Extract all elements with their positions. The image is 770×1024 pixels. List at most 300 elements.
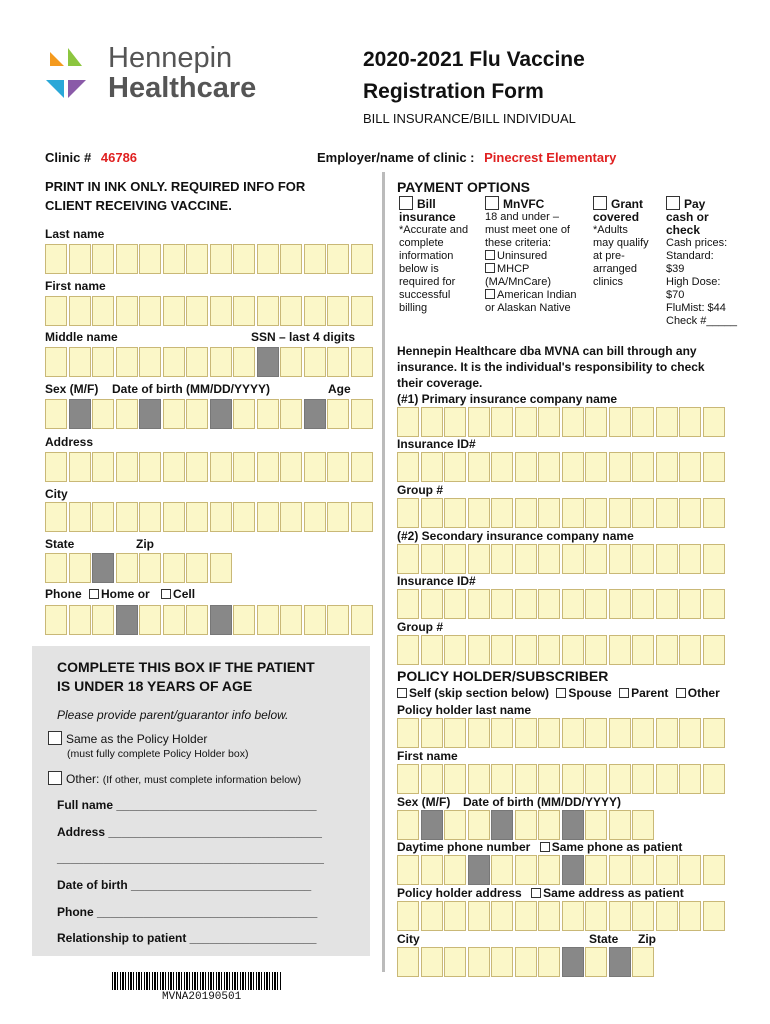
char-box[interactable] — [444, 810, 466, 840]
char-box[interactable] — [92, 399, 114, 429]
char-box[interactable] — [163, 347, 185, 377]
char-box[interactable] — [632, 407, 654, 437]
char-box[interactable] — [632, 544, 654, 574]
policy-phone-boxes[interactable] — [397, 855, 726, 885]
char-box[interactable] — [515, 855, 537, 885]
char-box[interactable] — [116, 244, 138, 274]
char-box[interactable] — [45, 605, 67, 635]
char-box[interactable] — [562, 452, 584, 482]
char-box[interactable] — [609, 407, 631, 437]
char-box[interactable] — [186, 244, 208, 274]
char-box[interactable] — [304, 452, 326, 482]
char-box[interactable] — [538, 498, 560, 528]
char-box[interactable] — [116, 296, 138, 326]
char-box[interactable] — [679, 718, 701, 748]
char-box[interactable] — [632, 498, 654, 528]
char-box[interactable] — [421, 855, 443, 885]
mnvfc-criterion-checkbox[interactable] — [485, 250, 495, 260]
char-box[interactable] — [515, 810, 537, 840]
char-box[interactable] — [515, 764, 537, 794]
char-box[interactable] — [656, 498, 678, 528]
char-box[interactable] — [632, 764, 654, 794]
insurance-id1-boxes[interactable] — [397, 452, 726, 482]
char-box[interactable] — [538, 452, 560, 482]
guarantor-full-name[interactable]: Full name ______________________________ — [57, 798, 317, 812]
char-box[interactable] — [444, 947, 466, 977]
char-box[interactable] — [585, 407, 607, 437]
char-box[interactable] — [491, 764, 513, 794]
char-box[interactable] — [397, 407, 419, 437]
char-box[interactable] — [656, 635, 678, 665]
char-box[interactable] — [186, 502, 208, 532]
char-box[interactable] — [703, 589, 725, 619]
char-box[interactable] — [327, 502, 349, 532]
char-box[interactable] — [562, 764, 584, 794]
guarantor-relationship[interactable]: Relationship to patient ___________________ — [57, 931, 317, 945]
secondary-insurance-boxes[interactable] — [397, 544, 726, 574]
char-box[interactable] — [139, 244, 161, 274]
char-box[interactable] — [280, 502, 302, 532]
char-box[interactable] — [327, 347, 349, 377]
char-box[interactable] — [116, 553, 138, 583]
char-box[interactable] — [397, 589, 419, 619]
char-box[interactable] — [609, 589, 631, 619]
char-box[interactable] — [421, 452, 443, 482]
city-boxes[interactable] — [45, 502, 374, 532]
char-box[interactable] — [585, 589, 607, 619]
char-box[interactable] — [397, 544, 419, 574]
char-box[interactable] — [69, 502, 91, 532]
char-box[interactable] — [515, 498, 537, 528]
char-box[interactable] — [609, 764, 631, 794]
char-box[interactable] — [210, 553, 232, 583]
char-box[interactable] — [656, 718, 678, 748]
char-box[interactable] — [257, 399, 279, 429]
char-box[interactable] — [351, 296, 373, 326]
char-box[interactable] — [515, 635, 537, 665]
char-box[interactable] — [327, 399, 349, 429]
char-box[interactable] — [444, 498, 466, 528]
char-box[interactable] — [92, 502, 114, 532]
char-box[interactable] — [351, 244, 373, 274]
char-box[interactable] — [703, 764, 725, 794]
char-box[interactable] — [444, 764, 466, 794]
char-box[interactable] — [491, 635, 513, 665]
char-box[interactable] — [538, 589, 560, 619]
char-box[interactable] — [585, 452, 607, 482]
char-box[interactable] — [163, 553, 185, 583]
char-box[interactable] — [468, 498, 490, 528]
char-box[interactable] — [186, 399, 208, 429]
char-box[interactable] — [632, 855, 654, 885]
char-box[interactable] — [609, 452, 631, 482]
char-box[interactable] — [327, 452, 349, 482]
char-box[interactable] — [491, 947, 513, 977]
char-box[interactable] — [280, 296, 302, 326]
char-box[interactable] — [421, 544, 443, 574]
policy-address-boxes[interactable] — [397, 901, 726, 931]
char-box[interactable] — [491, 589, 513, 619]
char-box[interactable] — [562, 635, 584, 665]
char-box[interactable] — [163, 244, 185, 274]
char-box[interactable] — [491, 855, 513, 885]
char-box[interactable] — [679, 498, 701, 528]
char-box[interactable] — [679, 855, 701, 885]
char-box[interactable] — [444, 901, 466, 931]
char-box[interactable] — [421, 498, 443, 528]
char-box[interactable] — [351, 605, 373, 635]
char-box[interactable] — [233, 605, 255, 635]
group1-boxes[interactable] — [397, 498, 726, 528]
same-as-checkbox[interactable] — [48, 731, 62, 745]
char-box[interactable] — [444, 407, 466, 437]
char-box[interactable] — [538, 544, 560, 574]
group2-boxes[interactable] — [397, 635, 726, 665]
last-name-boxes[interactable] — [45, 244, 374, 274]
guarantor-address-cont[interactable]: ________________________________________ — [57, 851, 324, 865]
char-box[interactable] — [397, 452, 419, 482]
char-box[interactable] — [538, 718, 560, 748]
char-box[interactable] — [679, 544, 701, 574]
char-box[interactable] — [304, 296, 326, 326]
char-box[interactable] — [703, 452, 725, 482]
char-box[interactable] — [304, 347, 326, 377]
char-box[interactable] — [327, 244, 349, 274]
char-box[interactable] — [139, 502, 161, 532]
other-relation-checkbox[interactable] — [676, 688, 686, 698]
char-box[interactable] — [186, 553, 208, 583]
char-box[interactable] — [679, 407, 701, 437]
char-box[interactable] — [562, 589, 584, 619]
char-box[interactable] — [585, 764, 607, 794]
char-box[interactable] — [45, 452, 67, 482]
char-box[interactable] — [45, 296, 67, 326]
char-box[interactable] — [351, 347, 373, 377]
char-box[interactable] — [703, 855, 725, 885]
mnvfc-criterion-checkbox[interactable] — [485, 289, 495, 299]
char-box[interactable] — [186, 452, 208, 482]
mnvfc-criterion-checkbox[interactable] — [485, 263, 495, 273]
char-box[interactable] — [351, 452, 373, 482]
char-box[interactable] — [116, 347, 138, 377]
bill-insurance-checkbox[interactable] — [399, 196, 413, 210]
char-box[interactable] — [632, 718, 654, 748]
char-box[interactable] — [515, 544, 537, 574]
char-box[interactable] — [679, 764, 701, 794]
char-box[interactable] — [397, 901, 419, 931]
char-box[interactable] — [280, 399, 302, 429]
char-box[interactable] — [397, 718, 419, 748]
char-box[interactable] — [538, 810, 560, 840]
char-box[interactable] — [186, 347, 208, 377]
char-box[interactable] — [397, 764, 419, 794]
char-box[interactable] — [421, 764, 443, 794]
char-box[interactable] — [304, 605, 326, 635]
char-box[interactable] — [327, 296, 349, 326]
char-box[interactable] — [210, 502, 232, 532]
char-box[interactable] — [327, 605, 349, 635]
other-checkbox[interactable] — [48, 771, 62, 785]
char-box[interactable] — [609, 498, 631, 528]
char-box[interactable] — [703, 718, 725, 748]
char-box[interactable] — [116, 399, 138, 429]
char-box[interactable] — [538, 855, 560, 885]
char-box[interactable] — [468, 718, 490, 748]
char-box[interactable] — [538, 407, 560, 437]
char-box[interactable] — [491, 718, 513, 748]
char-box[interactable] — [656, 901, 678, 931]
char-box[interactable] — [515, 407, 537, 437]
char-box[interactable] — [468, 589, 490, 619]
char-box[interactable] — [632, 635, 654, 665]
char-box[interactable] — [515, 452, 537, 482]
pay-cash-checkbox[interactable] — [666, 196, 680, 210]
char-box[interactable] — [632, 810, 654, 840]
char-box[interactable] — [163, 296, 185, 326]
char-box[interactable] — [186, 296, 208, 326]
char-box[interactable] — [656, 589, 678, 619]
char-box[interactable] — [139, 605, 161, 635]
char-box[interactable] — [585, 901, 607, 931]
char-box[interactable] — [609, 635, 631, 665]
char-box[interactable] — [538, 764, 560, 794]
char-box[interactable] — [421, 407, 443, 437]
char-box[interactable] — [139, 347, 161, 377]
char-box[interactable] — [351, 399, 373, 429]
same-phone-checkbox[interactable] — [540, 842, 550, 852]
char-box[interactable] — [233, 399, 255, 429]
char-box[interactable] — [609, 810, 631, 840]
char-box[interactable] — [585, 544, 607, 574]
char-box[interactable] — [257, 244, 279, 274]
char-box[interactable] — [515, 901, 537, 931]
char-box[interactable] — [632, 452, 654, 482]
policy-sex-dob-boxes[interactable] — [397, 810, 656, 840]
clinic-number[interactable]: 46786 — [100, 150, 138, 165]
char-box[interactable] — [562, 407, 584, 437]
char-box[interactable] — [210, 296, 232, 326]
bill-desc-line: complete — [399, 237, 444, 249]
first-name-boxes[interactable] — [45, 296, 374, 326]
char-box[interactable] — [679, 901, 701, 931]
char-box[interactable] — [69, 452, 91, 482]
char-box[interactable] — [562, 498, 584, 528]
char-box[interactable] — [280, 347, 302, 377]
char-box[interactable] — [421, 589, 443, 619]
char-box[interactable] — [397, 810, 419, 840]
char-box[interactable] — [585, 855, 607, 885]
char-box[interactable] — [257, 452, 279, 482]
char-box[interactable] — [233, 452, 255, 482]
char-box[interactable] — [45, 553, 67, 583]
char-box[interactable] — [515, 947, 537, 977]
char-box[interactable] — [468, 635, 490, 665]
char-box[interactable] — [609, 901, 631, 931]
char-box[interactable] — [491, 544, 513, 574]
char-box[interactable] — [585, 810, 607, 840]
char-box[interactable] — [656, 452, 678, 482]
char-box[interactable] — [562, 718, 584, 748]
char-box[interactable] — [210, 244, 232, 274]
char-box[interactable] — [69, 553, 91, 583]
char-box[interactable] — [233, 296, 255, 326]
char-box[interactable] — [233, 502, 255, 532]
char-box[interactable] — [468, 764, 490, 794]
char-box[interactable] — [656, 407, 678, 437]
char-box[interactable] — [703, 544, 725, 574]
char-box[interactable] — [45, 399, 67, 429]
char-box[interactable] — [233, 347, 255, 377]
char-box[interactable] — [585, 947, 607, 977]
policy-last-name-boxes[interactable] — [397, 718, 726, 748]
char-box[interactable] — [468, 452, 490, 482]
char-box[interactable] — [69, 605, 91, 635]
char-box[interactable] — [69, 347, 91, 377]
char-box[interactable] — [397, 855, 419, 885]
middle-ssn-boxes[interactable] — [45, 347, 374, 377]
char-box[interactable] — [444, 544, 466, 574]
guarantor-address[interactable]: Address ________________________________ — [57, 825, 322, 839]
char-box[interactable] — [703, 901, 725, 931]
char-box[interactable] — [703, 498, 725, 528]
char-box[interactable] — [562, 901, 584, 931]
char-box[interactable] — [139, 296, 161, 326]
char-box[interactable] — [468, 810, 490, 840]
char-box[interactable] — [45, 502, 67, 532]
char-box[interactable] — [609, 544, 631, 574]
guarantor-phone[interactable]: Phone _________________________________ — [57, 905, 318, 919]
char-box[interactable] — [186, 605, 208, 635]
char-box[interactable] — [280, 605, 302, 635]
char-box[interactable] — [491, 407, 513, 437]
char-box[interactable] — [45, 244, 67, 274]
char-box[interactable] — [69, 296, 91, 326]
char-box[interactable] — [703, 407, 725, 437]
grant-checkbox[interactable] — [593, 196, 607, 210]
char-box[interactable] — [421, 635, 443, 665]
char-box[interactable] — [397, 947, 419, 977]
char-box[interactable] — [491, 452, 513, 482]
mnvfc-checkbox[interactable] — [485, 196, 499, 210]
char-box[interactable] — [92, 347, 114, 377]
char-box[interactable] — [444, 589, 466, 619]
same-address-checkbox[interactable] — [531, 888, 541, 898]
char-box[interactable] — [69, 244, 91, 274]
char-box[interactable] — [585, 635, 607, 665]
char-box[interactable] — [679, 589, 701, 619]
char-box[interactable] — [585, 718, 607, 748]
grant-desc-line: arranged — [593, 263, 638, 275]
char-box[interactable] — [163, 452, 185, 482]
char-box[interactable] — [92, 605, 114, 635]
char-box[interactable] — [656, 544, 678, 574]
char-box[interactable] — [515, 718, 537, 748]
char-box[interactable] — [163, 605, 185, 635]
char-box[interactable] — [468, 947, 490, 977]
employer-value[interactable]: Pinecrest Elementary — [484, 150, 617, 165]
spouse-checkbox[interactable] — [556, 688, 566, 698]
char-box[interactable] — [304, 244, 326, 274]
char-box[interactable] — [444, 718, 466, 748]
insurance-id2-boxes[interactable] — [397, 589, 726, 619]
char-box[interactable] — [444, 452, 466, 482]
char-box[interactable] — [257, 502, 279, 532]
char-box[interactable] — [609, 718, 631, 748]
char-box[interactable] — [538, 947, 560, 977]
char-box[interactable] — [585, 498, 607, 528]
self-checkbox[interactable] — [397, 688, 407, 698]
cell-checkbox[interactable] — [161, 589, 171, 599]
char-box[interactable] — [468, 407, 490, 437]
char-box[interactable] — [92, 296, 114, 326]
char-box[interactable] — [116, 502, 138, 532]
parent-checkbox[interactable] — [619, 688, 629, 698]
char-box[interactable] — [421, 901, 443, 931]
char-box[interactable] — [304, 502, 326, 532]
char-box[interactable] — [515, 589, 537, 619]
char-box[interactable] — [233, 244, 255, 274]
char-box[interactable] — [163, 399, 185, 429]
char-box[interactable] — [163, 502, 185, 532]
char-box[interactable] — [538, 901, 560, 931]
char-box[interactable] — [280, 244, 302, 274]
char-box[interactable] — [280, 452, 302, 482]
char-box[interactable] — [632, 947, 654, 977]
char-box[interactable] — [210, 347, 232, 377]
char-box[interactable] — [210, 452, 232, 482]
address-boxes[interactable] — [45, 452, 374, 482]
char-box[interactable] — [257, 605, 279, 635]
primary-insurance-boxes[interactable] — [397, 407, 726, 437]
char-box[interactable] — [351, 502, 373, 532]
char-box[interactable] — [656, 855, 678, 885]
state-zip-boxes[interactable] — [45, 553, 233, 583]
char-box[interactable] — [421, 947, 443, 977]
char-box[interactable] — [397, 498, 419, 528]
home-checkbox[interactable] — [89, 589, 99, 599]
policy-first-name-boxes[interactable] — [397, 764, 726, 794]
char-box[interactable] — [562, 544, 584, 574]
char-box[interactable] — [116, 452, 138, 482]
char-box[interactable] — [444, 635, 466, 665]
char-box[interactable] — [139, 452, 161, 482]
char-box[interactable] — [444, 855, 466, 885]
char-box[interactable] — [703, 635, 725, 665]
guarantor-dob[interactable]: Date of birth ___________________________ — [57, 878, 312, 892]
char-box[interactable] — [491, 901, 513, 931]
char-box[interactable] — [491, 498, 513, 528]
char-box[interactable] — [139, 553, 161, 583]
char-box[interactable] — [632, 901, 654, 931]
char-box[interactable] — [679, 635, 701, 665]
char-box[interactable] — [679, 452, 701, 482]
char-box[interactable] — [45, 347, 67, 377]
char-box[interactable] — [92, 452, 114, 482]
char-box[interactable] — [538, 635, 560, 665]
char-box[interactable] — [468, 901, 490, 931]
char-box[interactable] — [609, 855, 631, 885]
char-box[interactable] — [421, 718, 443, 748]
char-box[interactable] — [468, 544, 490, 574]
phone-boxes[interactable] — [45, 605, 374, 635]
char-box[interactable] — [397, 635, 419, 665]
sex-dob-age-boxes[interactable] — [45, 399, 374, 429]
char-box[interactable] — [92, 244, 114, 274]
char-box[interactable] — [632, 589, 654, 619]
char-box[interactable] — [257, 296, 279, 326]
char-box[interactable] — [656, 764, 678, 794]
policy-city-state-zip-boxes[interactable] — [397, 947, 656, 977]
